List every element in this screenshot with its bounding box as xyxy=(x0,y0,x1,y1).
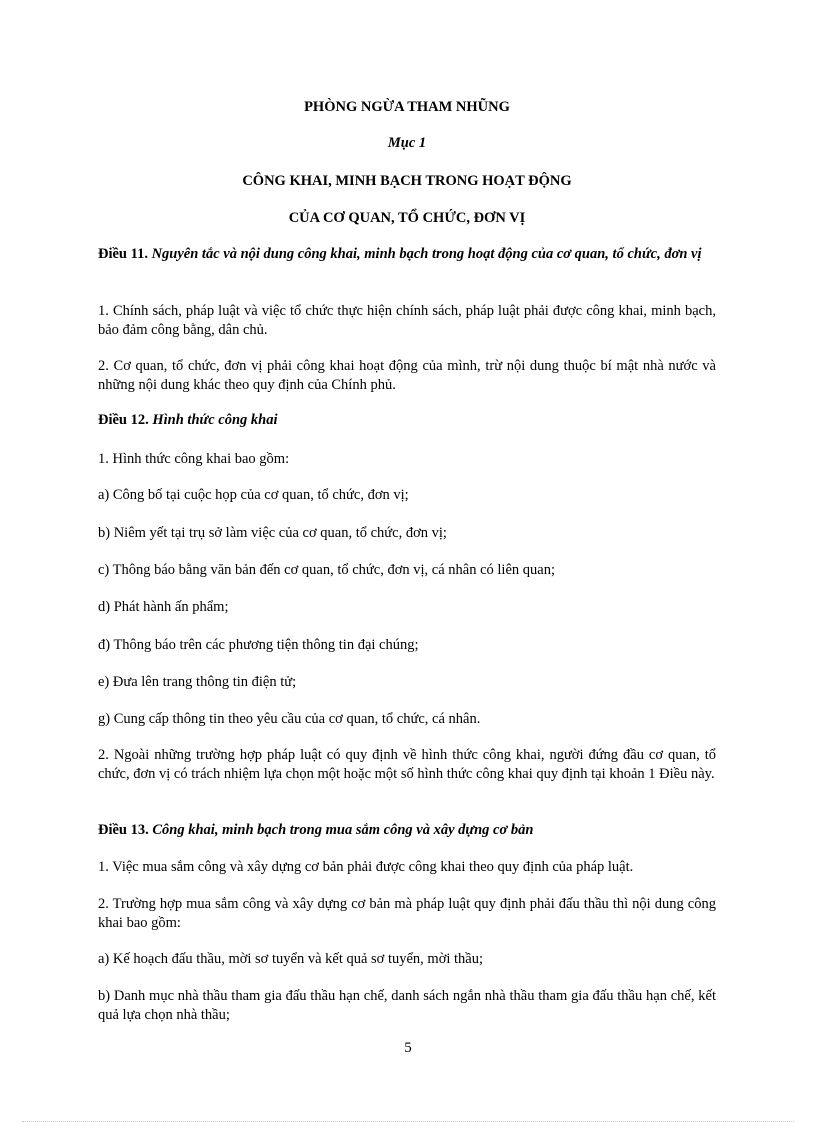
section-title-line2: CỦA CƠ QUAN, TỔ CHỨC, ĐƠN VỊ xyxy=(288,210,526,226)
article-12-title: Hình thức công khai xyxy=(152,412,278,428)
article-12-point-dd: đ) Thông báo trên các phương tiện thông tin đại chúng; xyxy=(98,637,419,653)
article-13-point-b: b) Danh mục nhà thầu tham gia đấu thầu hạn chế, danh sách ngắn nhà thầu tham gia đấu thầu hạn chế, kết quả lựa chọn nhà thầu; xyxy=(98,988,716,1023)
article-13-clause-1: 1. Việc mua sắm công và xây dựng cơ bản phải được công khai theo quy định của pháp luật. xyxy=(98,859,634,875)
article-11-clause-1: 1. Chính sách, pháp luật và việc tổ chức thực hiện chính sách, pháp luật phải được công khai, minh bạch, bảo đảm công bằng, dân chủ. xyxy=(98,303,716,338)
article-13-heading xyxy=(98,821,716,840)
article-12-point-e: e) Đưa lên trang thông tin điện tử; xyxy=(98,674,297,690)
page-number: 5 xyxy=(404,1040,412,1056)
article-12-point-g: g) Cung cấp thông tin theo yêu cầu của cơ quan, tổ chức, cá nhân. xyxy=(98,711,481,727)
article-13-title: Công khai, minh bạch trong mua sắm công và xây dựng cơ bản xyxy=(152,822,534,838)
article-12-point-d: d) Phát hành ấn phẩm; xyxy=(98,599,229,615)
article-13-clause-2: 2. Trường hợp mua sắm công và xây dựng cơ bản mà pháp luật quy định phải đấu thầu thì nội dung công khai bao gồm: xyxy=(98,896,716,931)
article-11-heading xyxy=(98,245,716,264)
article-12-point-c: c) Thông báo bằng văn bản đến cơ quan, tổ chức, đơn vị, cá nhân có liên quan; xyxy=(98,562,555,578)
article-11-clause-2: 2. Cơ quan, tổ chức, đơn vị phải công khai hoạt động của mình, trừ nội dung thuộc bí mật nhà nước và những nội dung khác theo quy định của Chính phủ. xyxy=(98,358,716,393)
article-11-number: Điều 11. xyxy=(98,246,148,262)
article-12-heading xyxy=(98,411,716,430)
article-11-title: Nguyên tắc và nội dung công khai, minh bạch trong hoạt động của cơ quan, tổ chức, đơn vị xyxy=(151,246,702,262)
page-bottom-divider xyxy=(22,1121,794,1122)
article-13-point-a: a) Kế hoạch đấu thầu, mời sơ tuyển và kết quả sơ tuyển, mời thầu; xyxy=(98,951,484,967)
article-12-clause-2: 2. Ngoài những trường hợp pháp luật có quy định về hình thức công khai, người đứng đầu cơ quan, tổ chức, đơn vị có trách nhiệm lựa chọn một hoặc một số hình thức công khai quy định tại khoản 1 Điều này. xyxy=(98,747,716,782)
section-label: Mục 1 xyxy=(387,135,427,151)
chapter-title: PHÒNG NGỪA THAM NHŨNG xyxy=(304,99,510,115)
article-12-number: Điều 12. xyxy=(98,412,149,428)
article-12-point-a: a) Công bố tại cuộc họp của cơ quan, tổ chức, đơn vị; xyxy=(98,487,409,503)
article-12-clause-1: 1. Hình thức công khai bao gồm: xyxy=(98,451,290,467)
article-12-point-b: b) Niêm yết tại trụ sở làm việc của cơ quan, tổ chức, đơn vị; xyxy=(98,525,447,541)
section-title-line1: CÔNG KHAI, MINH BẠCH TRONG HOẠT ĐỘNG xyxy=(242,173,572,189)
article-13-number: Điều 13. xyxy=(98,822,149,838)
